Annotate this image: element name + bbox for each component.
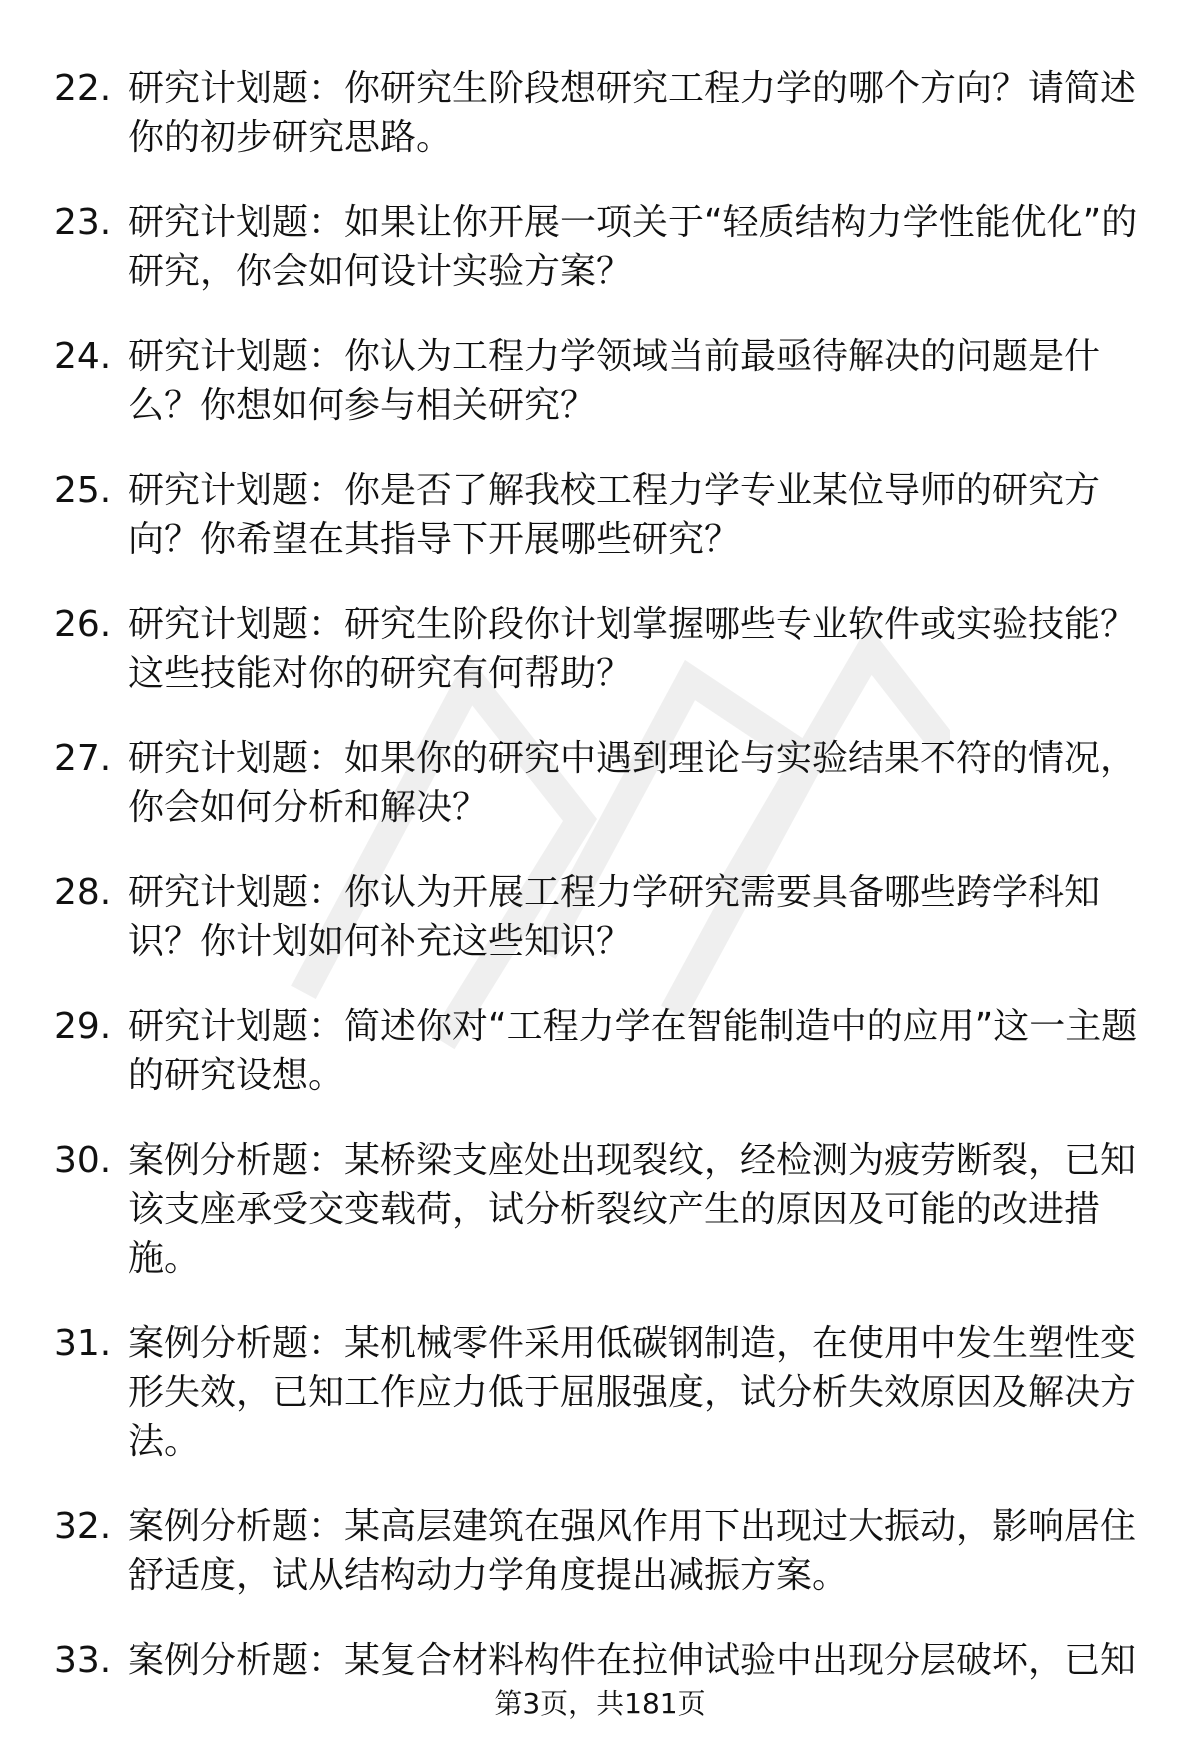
- list-item: [54, 1319, 1144, 1466]
- question-text: 研究计划题：如果你的研究中遇到理论与实验结果不符的情况，你会如何分析和解决？: [128, 738, 1137, 828]
- list-item: [54, 1636, 1144, 1685]
- question-number: 32.: [54, 1506, 112, 1547]
- list-item: [54, 868, 1144, 966]
- question-text: 研究计划题：你是否了解我校工程力学专业某位导师的研究方向？你希望在其指导下开展哪些研究？: [128, 470, 1101, 560]
- list-item: [54, 64, 1144, 162]
- question-number: 26.: [54, 604, 112, 645]
- question-text: 案例分析题：某桥梁支座处出现裂纹，经检测为疲劳断裂，已知该支座承受交变载荷，试分析裂纹产生的原因及可能的改进措施。: [128, 1140, 1137, 1279]
- list-item: [54, 1502, 1144, 1600]
- list-item: [54, 332, 1144, 430]
- question-number: 30.: [54, 1140, 112, 1181]
- question-number: 33.: [54, 1640, 112, 1681]
- question-number: 25.: [54, 470, 112, 511]
- question-text: 研究计划题：简述你对“工程力学在智能制造中的应用”这一主题的研究设想。: [128, 1006, 1138, 1096]
- question-number: 24.: [54, 336, 112, 377]
- question-text: 案例分析题：某机械零件采用低碳钢制造，在使用中发生塑性变形失效，已知工作应力低于屈服强度，试分析失效原因及解决方法。: [128, 1323, 1137, 1462]
- question-number: 22.: [54, 68, 112, 109]
- question-text: 研究计划题：如果让你开展一项关于“轻质结构力学性能优化”的研究，你会如何设计实验方案？: [128, 202, 1138, 292]
- question-number: 28.: [54, 872, 112, 913]
- list-item: [54, 734, 1144, 832]
- question-list: [54, 64, 1144, 1721]
- question-number: 31.: [54, 1323, 112, 1364]
- question-text: 研究计划题：你研究生阶段想研究工程力学的哪个方向？请简述你的初步研究思路。: [128, 68, 1137, 158]
- question-text: 研究计划题：你认为工程力学领域当前最亟待解决的问题是什么？你想如何参与相关研究？: [128, 336, 1101, 426]
- list-item: [54, 1002, 1144, 1100]
- question-number: 27.: [54, 738, 112, 779]
- list-item: [54, 1136, 1144, 1283]
- page-number-footer: 第3页，共181页: [494, 1687, 706, 1720]
- question-text: 研究计划题：你认为开展工程力学研究需要具备哪些跨学科知识？你计划如何补充这些知识？: [128, 872, 1101, 962]
- list-item: [54, 198, 1144, 296]
- question-text: 案例分析题：某高层建筑在强风作用下出现过大振动，影响居住舒适度，试从结构动力学角度提出减振方案。: [128, 1506, 1137, 1596]
- question-text: 研究计划题：研究生阶段你计划掌握哪些专业软件或实验技能？这些技能对你的研究有何帮助？: [128, 604, 1137, 694]
- question-number: 29.: [54, 1006, 112, 1047]
- question-text: 案例分析题：某复合材料构件在拉伸试验中出现分层破坏，已知: [128, 1640, 1137, 1681]
- list-item: [54, 466, 1144, 564]
- list-item: [54, 600, 1144, 698]
- question-number: 23.: [54, 202, 112, 243]
